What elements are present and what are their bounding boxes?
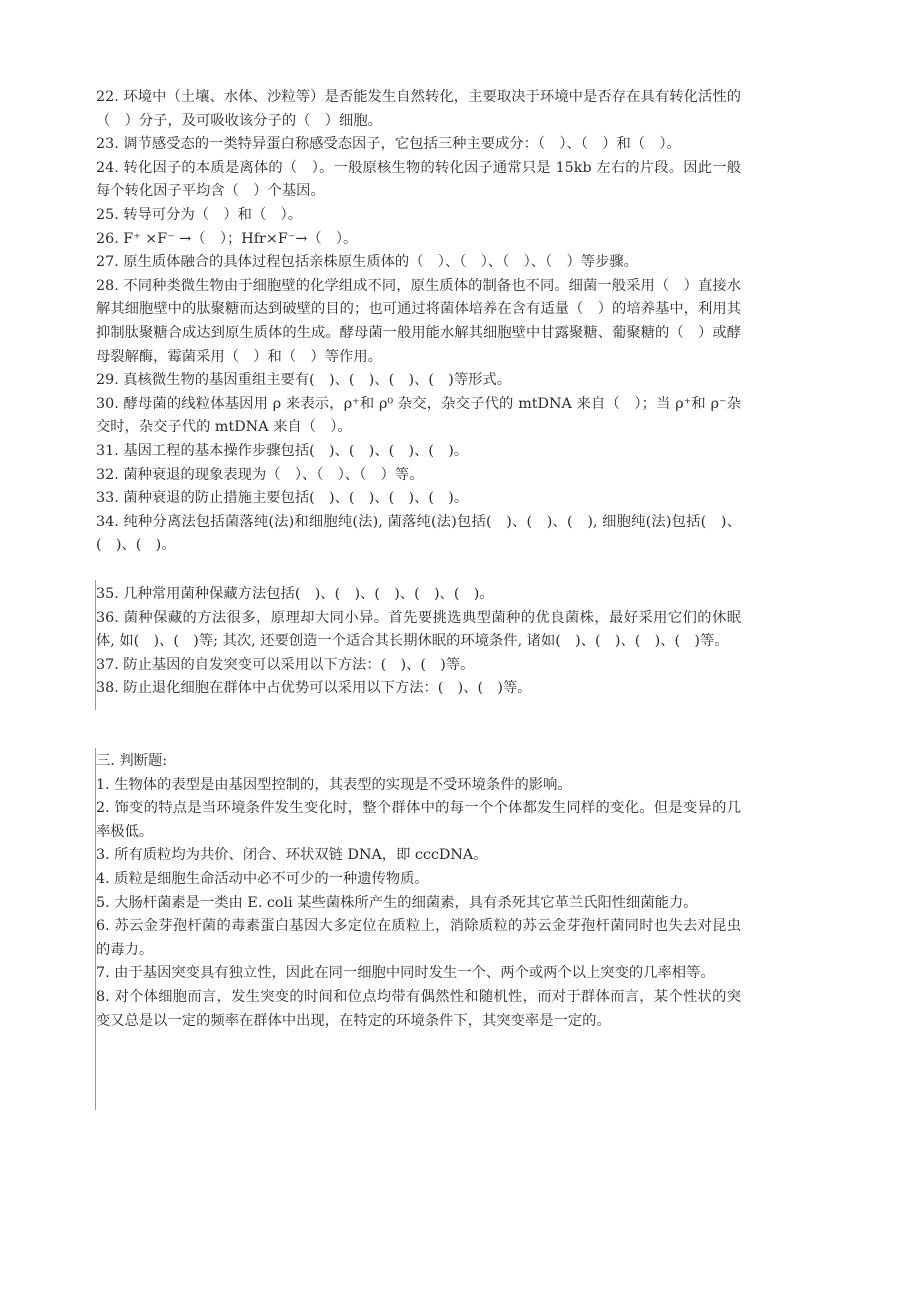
question-32: 32. 菌种衰退的现象表现为（ ）、（ ）、（ ）等。 — [96, 466, 424, 483]
question-33: 33. 菌种衰退的防止措施主要包括( )、( )、( )、( )。 — [96, 490, 469, 507]
true-false-section — [96, 750, 741, 1033]
question-38: 38. 防止退化细胞在群体中占优势可以采用以下方法：( )、( )等。 — [96, 680, 532, 697]
fill-in-blank-questions-part1 — [96, 86, 741, 558]
tf-question-4: 4. 质粒是细胞生命活动中必不可少的一种遗传物质。 — [96, 870, 429, 887]
question-22: 22. 环境中（土壤、水体、沙粒等）是否能发生自然转化，主要取决于环境中是否存在具有转化活性的（ ）分子，及可吸收该分子的（ ）细胞。 — [96, 89, 741, 129]
question-31: 31. 基因工程的基本操作步骤包括( )、( )、( )、( )。 — [96, 442, 469, 459]
question-28: 28. 不同种类微生物由于细胞壁的化学组成不同，原生质体的制备也不同。细菌一般采用（ ）直接水解其细胞壁中的肽聚糖而达到破壁的目的；也可通过将菌体培养在含有适量（ ）的培养基中，利用其抑制肽聚糖合成达到原生质体的生成。酵母菌一般用能水解其细胞壁中甘露聚糖、葡聚糖的（ ）或酵母裂解酶，霉菌采用（ ）和（ ）等作用。 — [96, 277, 741, 365]
question-36: 36. 菌种保藏的方法很多，原理却大同小异。首先要挑选典型菌种的优良菌株，最好采用它们的休眠体, 如( )、( )等; 其次, 还要创造一个适合其长期休眠的环境条件, 诸如( )、( )、( )、( )等。 — [96, 609, 741, 650]
tf-question-6: 6. 苏云金芽孢杆菌的毒素蛋白基因大多定位在质粒上，消除质粒的苏云金芽孢杆菌同时也失去对昆虫的毒力。 — [96, 918, 741, 958]
tf-question-2: 2. 饰变的特点是当环境条件发生变化时，整个群体中的每一个个体都发生同样的变化。但是变异的几率极低。 — [96, 800, 741, 840]
tf-question-1: 1. 生物体的表型是由基因型控制的，其表型的实现是不受环境条件的影响。 — [96, 776, 572, 793]
tf-question-3: 3. 所有质粒均为共价、闭合、环状双链 DNA，即 cccDNA。 — [96, 847, 488, 864]
question-37: 37. 防止基因的自发突变可以采用以下方法：( )、( )等。 — [96, 656, 475, 673]
question-30: 30. 酵母菌的线粒体基因用 ρ 来表示，ρ⁺和 ρ⁰ 杂交，杂交子代的 mtDNA 来自（ ）；当 ρ⁺和 ρ⁻杂交时，杂交子代的 mtDNA 来自（ ）。 — [96, 395, 741, 436]
question-35: 35. 几种常用菌种保藏方法包括( )、( )、( )、( )、( )。 — [96, 586, 494, 602]
question-34: 34. 纯种分离法包括菌落纯(法)和细胞纯(法), 菌落纯(法)包括( )、( )、( ), 细胞纯(法)包括( )、( )、( )。 — [96, 513, 741, 554]
tf-question-5: 5. 大肠杆菌素是一类由 E. coli 某些菌株所产生的细菌素，具有杀死其它革兰氏阳性细菌能力。 — [96, 894, 698, 911]
question-26: 26. F⁺ ×F⁻ →（ ）；Hfr×F⁻→（ ）。 — [96, 230, 358, 247]
question-24: 24. 转化因子的本质是离体的（ ）。一般原核生物的转化因子通常只是 15kb 左右的片段。因此一般每个转化因子平均含（ ）个基因。 — [96, 159, 741, 200]
question-29: 29. 真核微生物的基因重组主要有( )、( )、( )、( )等形式。 — [96, 372, 512, 389]
question-23: 23. 调节感受态的一类特异蛋白称感受态因子，它包括三种主要成分：（ ）、（ ）和（ ）。 — [96, 136, 681, 153]
tf-question-7: 7. 由于基因突变具有独立性，因此在同一细胞中同时发生一个、两个或两个以上突变的几率相等。 — [96, 965, 715, 982]
fill-in-blank-questions-part2 — [96, 583, 741, 701]
question-27: 27. 原生质体融合的具体过程包括亲株原生质体的（ ）、（ ）、（ ）、（ ）等步骤。 — [96, 254, 638, 271]
question-25: 25. 转导可分为（ ）和（ ）。 — [96, 206, 302, 223]
section-heading: 三. 判断题: — [96, 753, 168, 769]
tf-question-8: 8. 对个体细胞而言，发生突变的时间和位点均带有偶然性和随机性，而对于群体而言，某个性状的突变又总是以一定的频率在群体中出现，在特定的环境条件下，其突变率是一定的。 — [96, 988, 741, 1029]
